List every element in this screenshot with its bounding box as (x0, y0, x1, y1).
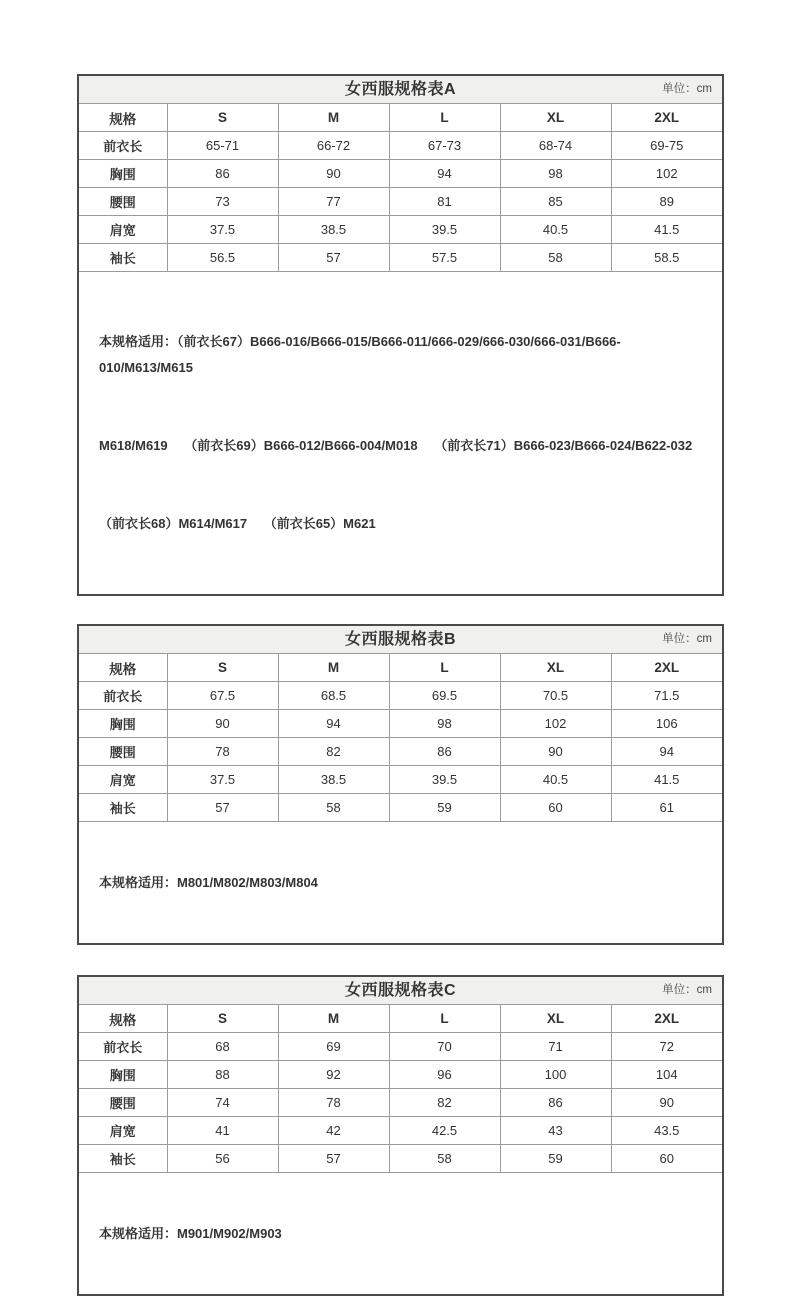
value-cell: 57.5 (389, 244, 500, 272)
table-row (79, 794, 722, 822)
value-cell: 77 (278, 188, 389, 216)
spec-table-c (77, 975, 724, 1296)
value-cell: 98 (500, 160, 611, 188)
value-cell: 40.5 (500, 216, 611, 244)
table-a-unit-label: 单位：cm (662, 83, 712, 95)
row-label-cell: 肩宽 (79, 766, 167, 794)
table-row (79, 682, 722, 710)
value-cell: 39.5 (389, 766, 500, 794)
note-line: M618/M619 （前衣长69）B666-012/B666-004/M018 （前衣长71）B666-023/B666-024/B622-032 (99, 438, 693, 453)
table-a-note (79, 271, 722, 594)
row-label-cell: 腰围 (79, 738, 167, 766)
value-cell: 72 (611, 1033, 722, 1061)
table-c-title: 女西服规格表C (344, 982, 457, 999)
header-cell: 2XL (611, 104, 722, 132)
value-cell: 90 (611, 1089, 722, 1117)
table-b-note (79, 821, 722, 943)
value-cell: 40.5 (500, 766, 611, 794)
value-cell: 70 (389, 1033, 500, 1061)
table-row (79, 188, 722, 216)
value-cell: 90 (500, 738, 611, 766)
value-cell: 59 (500, 1145, 611, 1173)
value-cell: 67.5 (167, 682, 278, 710)
spec-table-b (77, 624, 724, 945)
value-cell: 94 (278, 710, 389, 738)
table-b-title-row (79, 626, 722, 654)
table-row (79, 1089, 722, 1117)
table-row (79, 766, 722, 794)
value-cell: 82 (389, 1089, 500, 1117)
value-cell: 86 (167, 160, 278, 188)
header-cell: 2XL (611, 1005, 722, 1033)
value-cell: 68 (167, 1033, 278, 1061)
value-cell: 38.5 (278, 766, 389, 794)
value-cell: 67-73 (389, 132, 500, 160)
spec-table-a (77, 74, 724, 596)
value-cell: 42 (278, 1117, 389, 1145)
value-cell: 42.5 (389, 1117, 500, 1145)
value-cell: 90 (167, 710, 278, 738)
table-row (79, 710, 722, 738)
header-cell: XL (500, 104, 611, 132)
header-cell: M (278, 1005, 389, 1033)
header-cell: S (167, 1005, 278, 1033)
value-cell: 88 (167, 1061, 278, 1089)
value-cell: 58 (500, 244, 611, 272)
value-cell: 38.5 (278, 216, 389, 244)
header-cell: L (389, 104, 500, 132)
row-label-cell: 前衣长 (79, 132, 167, 160)
value-cell: 100 (500, 1061, 611, 1089)
row-label-cell: 袖长 (79, 1145, 167, 1173)
value-cell: 90 (278, 160, 389, 188)
table-a-grid (79, 104, 722, 271)
header-cell: 2XL (611, 654, 722, 682)
value-cell: 37.5 (167, 766, 278, 794)
value-cell: 56 (167, 1145, 278, 1173)
value-cell: 41 (167, 1117, 278, 1145)
value-cell: 92 (278, 1061, 389, 1089)
value-cell: 82 (278, 738, 389, 766)
value-cell: 86 (389, 738, 500, 766)
row-label-cell: 袖长 (79, 244, 167, 272)
value-cell: 71.5 (611, 682, 722, 710)
table-b-grid (79, 654, 722, 821)
value-cell: 78 (167, 738, 278, 766)
table-b-title: 女西服规格表B (344, 631, 457, 648)
header-cell: L (389, 1005, 500, 1033)
table-c-unit-label: 单位：cm (662, 984, 712, 996)
table-row (79, 160, 722, 188)
header-cell: M (278, 104, 389, 132)
row-label-cell: 胸围 (79, 160, 167, 188)
value-cell: 59 (389, 794, 500, 822)
size-header-row (79, 1005, 722, 1033)
value-cell: 73 (167, 188, 278, 216)
row-label-cell: 腰围 (79, 188, 167, 216)
value-cell: 94 (389, 160, 500, 188)
table-row (79, 1145, 722, 1173)
header-cell: S (167, 654, 278, 682)
value-cell: 57 (278, 1145, 389, 1173)
value-cell: 61 (611, 794, 722, 822)
value-cell: 102 (500, 710, 611, 738)
value-cell: 57 (167, 794, 278, 822)
value-cell: 65-71 (167, 132, 278, 160)
table-row (79, 244, 722, 272)
table-a-title: 女西服规格表A (344, 81, 457, 98)
value-cell: 43.5 (611, 1117, 722, 1145)
value-cell: 70.5 (500, 682, 611, 710)
note-line: 本规格适用：M901/M902/M903 (99, 1226, 282, 1241)
row-label-cell: 袖长 (79, 794, 167, 822)
value-cell: 69.5 (389, 682, 500, 710)
table-row (79, 1033, 722, 1061)
table-row (79, 1117, 722, 1145)
value-cell: 102 (611, 160, 722, 188)
table-c-title-row (79, 977, 722, 1005)
value-cell: 56.5 (167, 244, 278, 272)
value-cell: 104 (611, 1061, 722, 1089)
value-cell: 37.5 (167, 216, 278, 244)
value-cell: 69 (278, 1033, 389, 1061)
value-cell: 60 (611, 1145, 722, 1173)
header-cell: XL (500, 654, 611, 682)
row-label-cell: 胸围 (79, 1061, 167, 1089)
value-cell: 41.5 (611, 766, 722, 794)
value-cell: 86 (500, 1089, 611, 1117)
table-b-unit-label: 单位：cm (662, 633, 712, 645)
header-cell: M (278, 654, 389, 682)
value-cell: 41.5 (611, 216, 722, 244)
table-row (79, 738, 722, 766)
value-cell: 96 (389, 1061, 500, 1089)
value-cell: 68.5 (278, 682, 389, 710)
size-header-row (79, 104, 722, 132)
table-c-note (79, 1172, 722, 1294)
value-cell: 58.5 (611, 244, 722, 272)
value-cell: 71 (500, 1033, 611, 1061)
table-c-grid (79, 1005, 722, 1172)
row-label-cell: 肩宽 (79, 216, 167, 244)
header-cell: 规格 (79, 104, 167, 132)
value-cell: 78 (278, 1089, 389, 1117)
value-cell: 94 (611, 738, 722, 766)
value-cell: 85 (500, 188, 611, 216)
size-header-row (79, 654, 722, 682)
value-cell: 58 (389, 1145, 500, 1173)
value-cell: 43 (500, 1117, 611, 1145)
header-cell: 规格 (79, 1005, 167, 1033)
value-cell: 89 (611, 188, 722, 216)
value-cell: 106 (611, 710, 722, 738)
note-line: 本规格适用：M801/M802/M803/M804 (99, 875, 318, 890)
header-cell: 规格 (79, 654, 167, 682)
value-cell: 81 (389, 188, 500, 216)
row-label-cell: 胸围 (79, 710, 167, 738)
header-cell: XL (500, 1005, 611, 1033)
table-row (79, 132, 722, 160)
value-cell: 74 (167, 1089, 278, 1117)
value-cell: 69-75 (611, 132, 722, 160)
header-cell: S (167, 104, 278, 132)
value-cell: 60 (500, 794, 611, 822)
table-row (79, 1061, 722, 1089)
row-label-cell: 腰围 (79, 1089, 167, 1117)
table-row (79, 216, 722, 244)
value-cell: 68-74 (500, 132, 611, 160)
row-label-cell: 前衣长 (79, 682, 167, 710)
table-a-title-row (79, 76, 722, 104)
row-label-cell: 前衣长 (79, 1033, 167, 1061)
value-cell: 57 (278, 244, 389, 272)
value-cell: 66-72 (278, 132, 389, 160)
row-label-cell: 肩宽 (79, 1117, 167, 1145)
note-line: （前衣长68）M614/M617 （前衣长65）M621 (99, 516, 376, 531)
value-cell: 39.5 (389, 216, 500, 244)
note-line: 本规格适用：（前衣长67）B666-016/B666-015/B666-011/666-029/666-030/666-031/B666-010/M613/M615 (99, 334, 621, 375)
header-cell: L (389, 654, 500, 682)
value-cell: 98 (389, 710, 500, 738)
value-cell: 58 (278, 794, 389, 822)
